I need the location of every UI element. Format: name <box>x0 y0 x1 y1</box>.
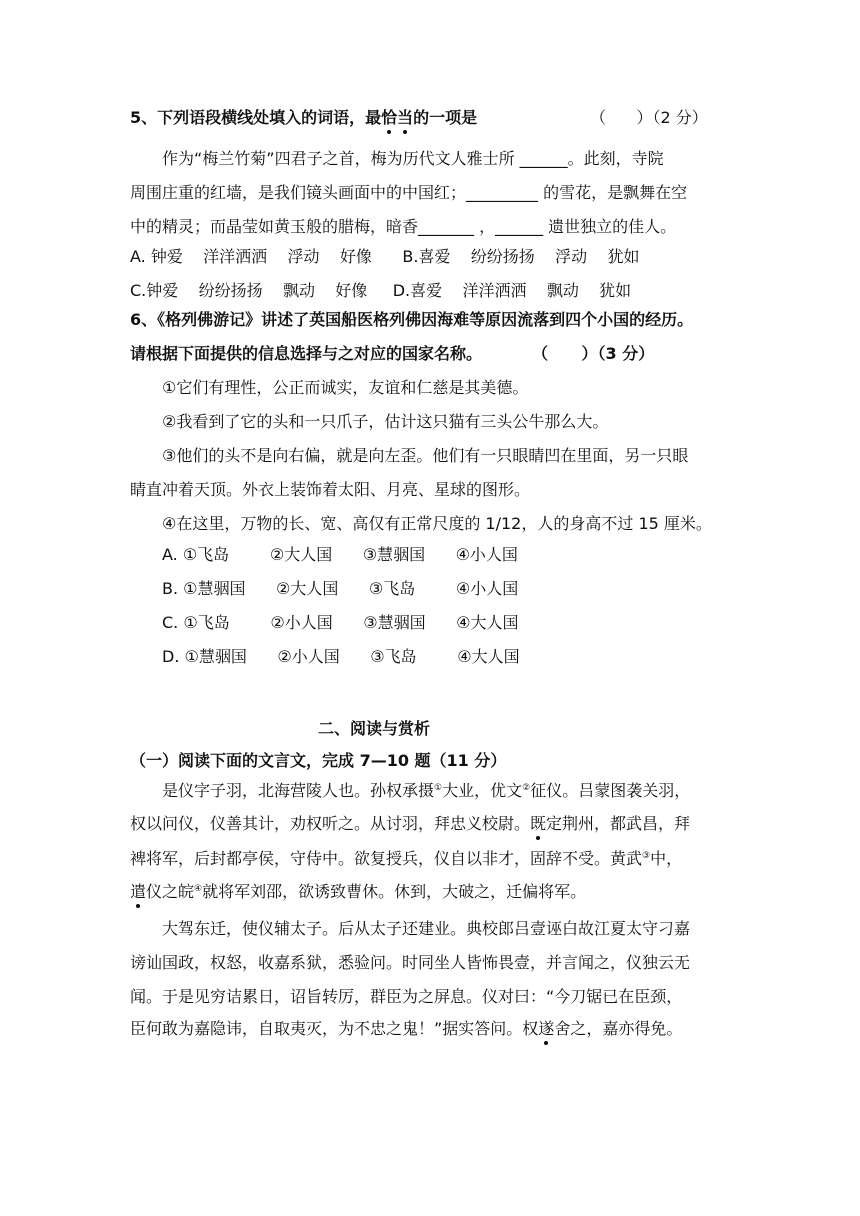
passage-p1-line-2: 权以问仪，仪善其计，劝权听之。从讨羽，拜忠义校尉。既定荆州，都武昌，拜 <box>130 814 691 833</box>
q5-options-line-1: A. 钟爱 洋洋洒洒 浮动 好像 B.喜爱 纷纷扬扬 浮动 犹如 <box>130 247 640 266</box>
q6-clue-3-cont: 睛直冲着天顶。外衣上装饰着太阳、月亮、星球的图形。 <box>130 480 531 499</box>
q6-clue-4: ④在这里，万物的长、宽、高仅有正常尺度的 1/12，人的身高不过 15 厘米。 <box>162 514 712 533</box>
section-title: 二、阅读与赏析 <box>318 719 431 738</box>
q6-stem-line-1: 6、《格列佛游记》讲述了英国船医格列佛因海难等原因流落到四个小国的经历。 <box>130 310 694 329</box>
q5-options-line-2: C.钟爱 纷纷扬扬 飘动 好像 D.喜爱 洋洋洒洒 飘动 犹如 <box>130 281 632 300</box>
q5-passage-line-2: 周围庄重的红墙，是我们镜头画面中的中国红；_________ 的雪花，是飘舞在空 <box>130 183 688 202</box>
emphasis-char: 恰 <box>381 108 398 127</box>
q5-stem: 5、下列语段横线处填入的词语，最恰当的一项是 <box>130 108 478 127</box>
footnote-marker: ① <box>434 783 443 793</box>
q6-stem-line-2: 请根据下面提供的信息选择与之对应的国家名称。 （ ）（3 分） <box>130 344 655 363</box>
passage-p1-line-1: 是仪字子羽，北海营陵人也。孙权承摄①大业，优文②征仪。吕蒙图袭关羽， <box>162 781 691 800</box>
section-subtitle: （一）阅读下面的文言文，完成 7—10 题（11 分） <box>130 751 507 770</box>
q6-option-d: D. ①慧骃国 ②小人国 ③飞岛 ④大人国 <box>162 647 520 666</box>
q6-clue-1: ①它们有理性，公正而诚实，友谊和仁慈是其美德。 <box>162 378 529 397</box>
q6-option-a: A. ①飞岛 ②大人国 ③慧骃国 ④小人国 <box>162 545 518 564</box>
passage-p2-line-2: 谤讪国政，权怒，收嘉系狱，悉验问。时同坐人皆怖畏壹，并言闻之，仪独云无 <box>130 953 691 972</box>
q5-score: （ ）（2 分） <box>590 108 708 127</box>
footnote-marker: ④ <box>194 884 203 894</box>
footnote-marker: ③ <box>642 851 651 861</box>
q5-passage-line-1: 作为“梅兰竹菊”四君子之首，梅为历代文人雅士所 ______。此刻，寺院 <box>162 149 664 168</box>
footnote-marker: ② <box>522 783 531 793</box>
emphasis-char: 当 <box>397 108 414 127</box>
q6-clue-2: ②我看到了它的头和一只爪子，估计这只猫有三头公牛那么大。 <box>162 412 609 431</box>
passage-p1-line-3: 裨将军，后封都亭侯，守侍中。欲复授兵，仪自以非才，固辞不受。黄武③中， <box>130 849 683 868</box>
passage-p2-line-4: 臣何敢为嘉隐讳，自取夷灭，为不忠之鬼！”据实答问。权遂舍之，嘉亦得免。 <box>130 1019 683 1038</box>
passage-p2-line-1: 大驾东迁，使仪辅太子。后从太子还建业。典校郎吕壹诬白故江夏太守刁嘉 <box>162 919 691 938</box>
emphasis-char: 遂 <box>538 1019 555 1038</box>
q5-passage-line-3: 中的精灵；而晶莹如黄玉般的腊梅，暗香_______ ，______ 遗世独立的佳人。 <box>130 217 677 236</box>
q6-option-c: C. ①飞岛 ②小人国 ③慧骃国 ④大人国 <box>162 613 519 632</box>
q6-option-b: B. ①慧骃国 ②大人国 ③飞岛 ④小人国 <box>162 579 519 598</box>
emphasis-char: 遣 <box>130 882 147 901</box>
emphasis-char: 既 <box>530 814 547 833</box>
q6-clue-3: ③他们的头不是向右偏，就是向左歪。他们有一只眼睛凹在里面，另一只眼 <box>162 446 689 465</box>
passage-p2-line-3: 闻。于是见穷诘累日，诏旨转厉，群臣为之屏息。仪对曰：“今刀锯已在臣颈， <box>130 987 683 1006</box>
passage-p1-line-4: 遣仪之皖④就将军刘邵，欲诱致曹休。休到，大破之，迁偏将军。 <box>130 882 587 901</box>
